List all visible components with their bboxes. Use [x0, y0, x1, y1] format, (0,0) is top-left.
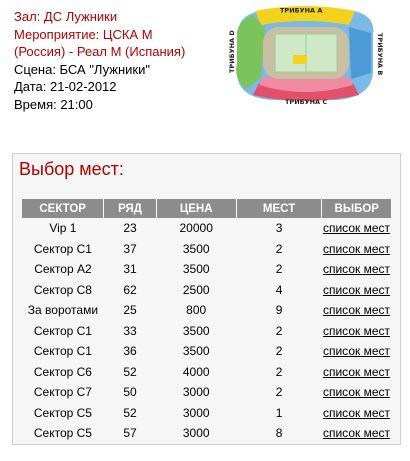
- seats-count-cell: 2: [275, 323, 283, 338]
- stand-a-label: ТРИБУНА А: [280, 6, 323, 15]
- seats-count-cell: 2: [275, 262, 283, 277]
- action-cell: [322, 239, 391, 260]
- event-info: [14, 8, 214, 113]
- seat-list-link[interactable]: список мест: [322, 385, 390, 400]
- seats-count-cell: 3: [275, 221, 283, 236]
- seats-count-cell: 2: [275, 344, 283, 359]
- stand-b-sector[interactable]: [349, 27, 371, 79]
- price-cell: 20000: [179, 221, 213, 236]
- col-select: ВЫБОР: [322, 199, 391, 218]
- time-label: Время: 21:00: [14, 96, 93, 112]
- sector-cell: Сектор С1: [33, 323, 92, 338]
- action-cell: [322, 403, 391, 424]
- seat-list-link[interactable]: список мест: [322, 323, 390, 338]
- price-cell: 3000: [182, 426, 210, 441]
- action-cell: [322, 259, 391, 280]
- seat-list-link[interactable]: список мест: [322, 426, 390, 441]
- action-cell: [322, 423, 391, 444]
- row-cell: 33: [123, 323, 137, 338]
- seats-count-cell: 2: [275, 385, 283, 400]
- stand-d-label: ТРИБУНА D: [228, 30, 236, 73]
- seat-list-link[interactable]: список мест: [322, 344, 390, 359]
- col-seats: МЕСТ: [236, 199, 322, 218]
- sector-cell: Сектор С8: [33, 282, 92, 297]
- price-cell: 3500: [182, 344, 210, 359]
- seat-selection-title: Выбор мест:: [19, 159, 124, 179]
- seats-count-cell: 1: [275, 405, 283, 420]
- sector-cell: Vip 1: [49, 221, 77, 236]
- action-cell: [322, 300, 391, 321]
- action-cell: [322, 382, 391, 403]
- seats-table: [22, 199, 391, 444]
- row-cell: 31: [123, 262, 137, 277]
- row-cell: 62: [123, 282, 137, 297]
- seats-table-header: [22, 199, 391, 218]
- action-cell: [322, 341, 391, 362]
- price-cell: 3500: [182, 241, 210, 256]
- table-row: [22, 423, 391, 444]
- col-row: РЯД: [104, 199, 156, 218]
- price-cell: 3000: [182, 405, 210, 420]
- action-cell: [322, 218, 391, 239]
- table-row: [22, 321, 391, 342]
- row-cell: 25: [123, 303, 137, 318]
- sector-cell: Сектор С1: [33, 241, 92, 256]
- stadium-map[interactable]: [225, 3, 385, 105]
- row-cell: 57: [123, 426, 137, 441]
- row-cell: 36: [123, 344, 137, 359]
- date-label: Дата: 21-02-2012: [14, 79, 117, 94]
- seat-list-link[interactable]: список мест: [322, 221, 390, 236]
- sector-cell: Сектор С1: [33, 344, 92, 359]
- sector-cell: Сектор С5: [33, 405, 92, 420]
- stand-c-label: ТРИБУНА С: [285, 98, 328, 105]
- sector-cell: Сектор С7: [33, 385, 92, 400]
- seats-count-cell: 9: [275, 303, 283, 318]
- table-row: [22, 403, 391, 424]
- table-row: [22, 382, 391, 403]
- seat-list-link[interactable]: список мест: [322, 405, 390, 420]
- seat-list-link[interactable]: список мест: [322, 241, 390, 256]
- sector-cell: Сектор С6: [33, 364, 92, 379]
- seat-list-link[interactable]: список мест: [322, 282, 390, 297]
- hall-label: Зал: ДС Лужники: [14, 9, 118, 24]
- sector-cell: Сектор А2: [34, 262, 92, 277]
- sector-cell: Сектор С5: [33, 426, 92, 441]
- price-cell: 3000: [182, 385, 210, 400]
- stage-label: Сцена: БСА "Лужники": [14, 61, 150, 77]
- price-cell: 3500: [182, 323, 210, 338]
- seat-list-link[interactable]: список мест: [322, 262, 390, 277]
- table-row: [22, 300, 391, 321]
- action-cell: [322, 321, 391, 342]
- row-cell: 50: [123, 385, 137, 400]
- seat-list-link[interactable]: список мест: [322, 303, 390, 318]
- table-row: [22, 280, 391, 301]
- price-cell: 4000: [182, 364, 210, 379]
- action-cell: [322, 280, 391, 301]
- price-cell: 800: [186, 303, 207, 318]
- col-sector: СЕКТОР: [22, 199, 104, 218]
- price-cell: 2500: [182, 282, 210, 297]
- col-price: ЦЕНА: [156, 199, 236, 218]
- table-row: [22, 239, 391, 260]
- action-cell: [322, 362, 391, 383]
- table-row: [22, 341, 391, 362]
- row-cell: 52: [123, 364, 137, 379]
- row-cell: 52: [123, 405, 137, 420]
- event-label-line2: (Россия) - Реал М (Испания): [14, 44, 186, 59]
- table-row: [22, 218, 391, 239]
- seats-count-cell: 4: [275, 282, 283, 297]
- seats-count-cell: 2: [275, 364, 283, 379]
- event-label-line1: Мероприятие: ЦСКА М: [14, 26, 153, 42]
- sector-cell: За воротами: [27, 303, 99, 318]
- row-cell: 23: [123, 221, 137, 236]
- row-cell: 37: [123, 241, 137, 256]
- seat-list-link[interactable]: список мест: [322, 364, 390, 379]
- stand-b-label: ТРИБУНА В: [376, 33, 384, 76]
- table-row: [22, 259, 391, 280]
- table-row: [22, 362, 391, 383]
- seat-selection-panel: [12, 153, 401, 445]
- seats-count-cell: 2: [275, 241, 283, 256]
- seats-count-cell: 8: [275, 426, 283, 441]
- price-cell: 3500: [182, 262, 210, 277]
